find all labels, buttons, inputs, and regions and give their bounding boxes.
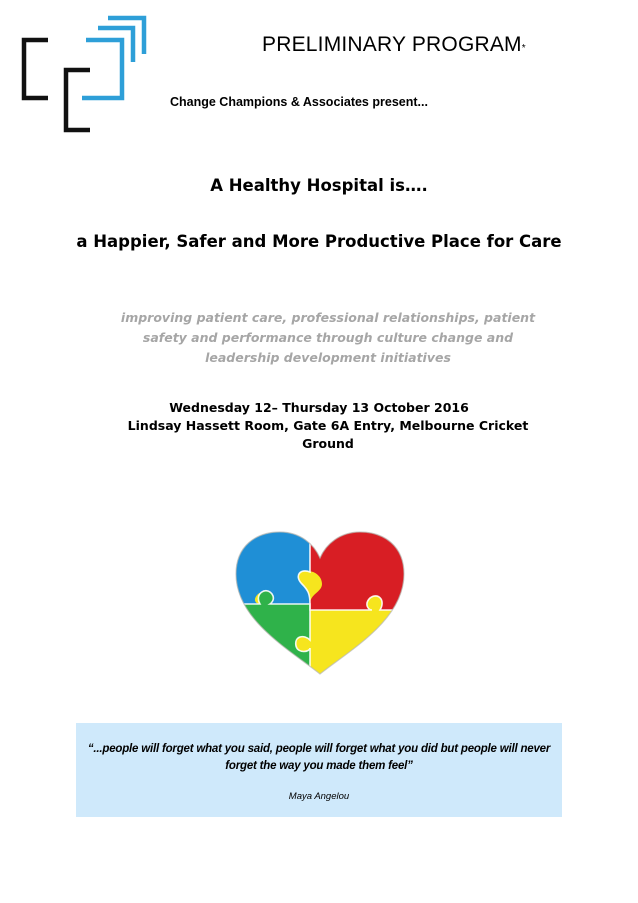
event-subtitle: a Happier, Safer and More Productive Place for Care	[76, 232, 562, 251]
quote-author: Maya Angelou	[288, 791, 350, 802]
quote-text: “...people will forget what you said, people will forget what you did but people will never forget the way you made them feel”	[87, 743, 551, 772]
puzzle-heart-icon	[230, 528, 410, 678]
event-tagline: improving patient care, professional relationships, patient safety and performance through culture change and leadership development initiatives	[120, 310, 536, 365]
event-title: A Healthy Hospital is….	[210, 176, 428, 195]
bracket-logo-icon	[18, 10, 150, 134]
event-dates: Wednesday 12– Thursday 13 October 2016	[169, 400, 469, 415]
event-venue: Lindsay Hassett Room, Gate 6A Entry, Melbourne Cricket Ground	[127, 418, 529, 451]
program-title	[262, 33, 526, 57]
quote-box	[76, 723, 562, 817]
program-title-text: PRELIMINARY PROGRAM	[262, 33, 522, 56]
asterisk-mark: *	[521, 43, 526, 54]
presenter-line: Change Champions & Associates present...	[170, 95, 428, 109]
